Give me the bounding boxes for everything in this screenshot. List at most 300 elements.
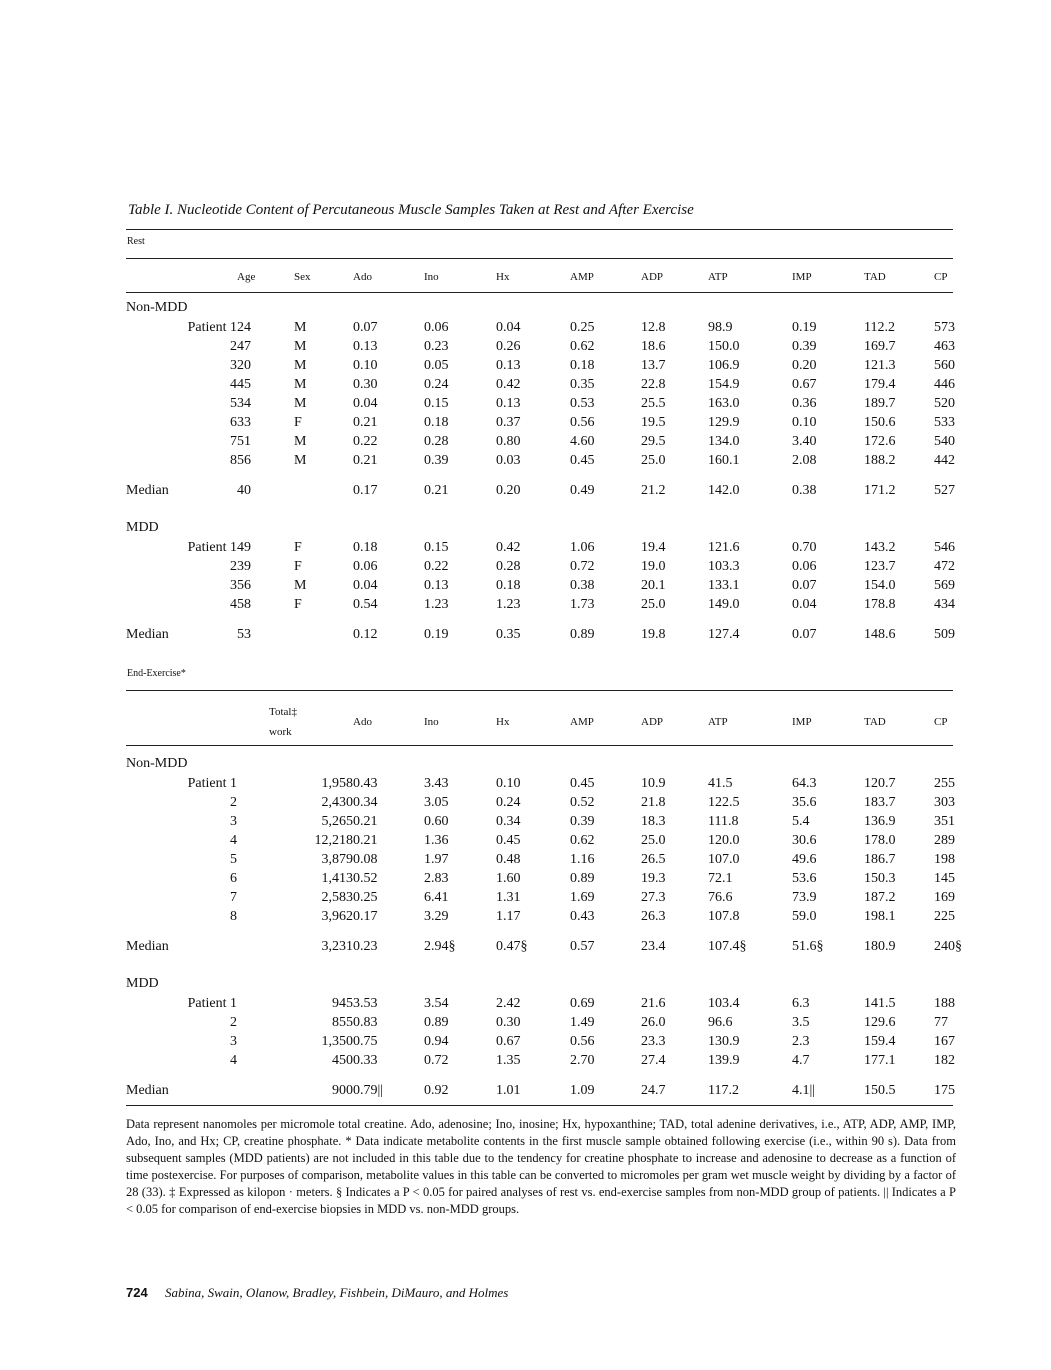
table-title: Table I. Nucleotide Content of Percutaneous Muscle Samples Taken at Rest and After Exercise	[128, 202, 694, 218]
table-cell: 472	[934, 558, 955, 574]
table-cell: 303	[934, 794, 955, 810]
table-cell: 1.69	[570, 889, 595, 905]
group-name: Non-MDD	[126, 299, 188, 315]
table-cell: 26.0	[641, 1014, 666, 1030]
table-cell: 0.05	[424, 357, 449, 373]
table-cell: 150.0	[708, 338, 740, 354]
table-cell: 0.03	[496, 452, 521, 468]
table-cell: 0.10	[496, 775, 521, 791]
median-row	[126, 935, 953, 959]
table-cell: 0.67	[496, 1033, 521, 1049]
table-cell: 47	[237, 338, 251, 354]
table-cell: 21.6	[641, 995, 666, 1011]
table-cell: 0.19	[424, 627, 449, 642]
table-cell: 1.01	[496, 1083, 521, 1098]
table-row	[126, 413, 953, 432]
table-cell: M	[294, 319, 307, 335]
total-work-line2: work	[269, 726, 292, 738]
table-cell: 177.1	[864, 1052, 896, 1068]
table-cell: 0.67	[792, 376, 817, 392]
table-cell: 34	[237, 395, 251, 411]
table-cell	[294, 479, 353, 503]
table-cell: 56	[237, 452, 251, 468]
rest-col-header: Hx	[496, 271, 510, 283]
table-cell: 0.13	[496, 357, 521, 373]
table-row	[126, 595, 953, 614]
table-cell: 20	[237, 357, 251, 373]
rest-col-header: Ado	[353, 271, 372, 283]
table-cell: 0.36	[792, 395, 817, 411]
table-cell: 142.0	[708, 483, 740, 498]
table-cell: 58	[237, 596, 251, 612]
table-cell: 540	[934, 433, 955, 449]
table-cell: 169.7	[864, 338, 896, 354]
table-cell: F	[294, 539, 302, 555]
exercise-col-header: Ado	[353, 716, 372, 728]
table-cell: 179.4	[864, 376, 896, 392]
table-cell: 0.26	[496, 338, 521, 354]
rest-col-header: CP	[934, 271, 948, 283]
table-row	[126, 907, 953, 926]
table-cell: 0.52	[570, 794, 595, 810]
table-cell: 509	[934, 627, 955, 642]
table-cell: 187.2	[864, 889, 896, 905]
table-cell: 0.15	[424, 539, 449, 555]
table-cell: 2.70	[570, 1052, 595, 1068]
table-cell: 573	[934, 319, 955, 335]
table-cell: 945	[332, 995, 353, 1011]
table-cell: 0.34	[496, 813, 521, 829]
table-cell: 77	[934, 1014, 948, 1030]
table-cell: 0.38	[570, 577, 595, 593]
table-cell: 107.4§	[708, 939, 747, 954]
table-cell: 0.15	[424, 395, 449, 411]
spacer-row	[126, 647, 953, 661]
row-label: 4	[230, 596, 237, 612]
table-row	[126, 869, 953, 888]
rest-col-header: ATP	[708, 271, 728, 283]
table-cell: 76.6	[708, 889, 733, 905]
row-label: 6	[230, 414, 237, 430]
exercise-col-header: Hx	[496, 716, 510, 728]
table-row	[126, 538, 953, 557]
table-row	[126, 994, 953, 1013]
row-label: Median	[126, 627, 169, 642]
table-cell: 0.04	[496, 319, 521, 335]
median-row	[126, 479, 953, 503]
table-cell: 172.6	[864, 433, 896, 449]
table-bottom-rule	[126, 1105, 953, 1106]
row-label: 4	[230, 832, 237, 848]
table-cell: 0.30	[496, 1014, 521, 1030]
rest-section-label: Rest	[127, 236, 145, 247]
table-cell: 1.73	[570, 596, 595, 612]
table-cell: 121.3	[864, 357, 896, 373]
table-cell: 0.07	[353, 319, 378, 335]
table-cell: 180.9	[864, 939, 896, 954]
table-cell: 1.49	[570, 1014, 595, 1030]
exercise-col-header: CP	[934, 716, 948, 728]
table-cell: 59.0	[792, 908, 817, 924]
table-cell: 351	[934, 813, 955, 829]
exercise-col-header: TAD	[864, 716, 886, 728]
table-cell: 0.37	[496, 414, 521, 430]
table-cell: 240§	[934, 939, 962, 954]
table-cell: F	[294, 596, 302, 612]
table-cell: 6.41	[424, 889, 449, 905]
exercise-table	[126, 700, 962, 1117]
table-cell: 3.40	[792, 433, 817, 449]
table-cell: 434	[934, 596, 955, 612]
table-cell: 0.06	[792, 558, 817, 574]
table-row	[126, 793, 953, 812]
table-cell: 51	[237, 433, 251, 449]
table-cell: 0.43	[570, 908, 595, 924]
table-row	[126, 557, 953, 576]
exercise-col-header: ADP	[641, 716, 664, 728]
table-cell: 141.5	[864, 995, 896, 1011]
table-cell: 0.24	[424, 376, 449, 392]
table-cell: 0.89	[570, 627, 595, 642]
table-cell: 40	[237, 483, 251, 498]
exercise-section-label: End-Exercise*	[127, 668, 186, 679]
median-row	[126, 1079, 953, 1103]
table-cell: 0.24	[496, 794, 521, 810]
table-cell: 53	[237, 627, 251, 642]
table-cell: 12.8	[641, 319, 666, 335]
table-cell: 10.9	[641, 775, 666, 791]
table-cell: 0.89	[570, 870, 595, 886]
spacer-row	[126, 959, 953, 973]
table-cell: M	[294, 395, 307, 411]
exercise-group-row	[126, 973, 953, 994]
table-cell: 35.6	[792, 794, 817, 810]
table-cell: 0.89	[424, 1014, 449, 1030]
table-cell: 0.20	[496, 483, 521, 498]
table-cell: 533	[934, 414, 955, 430]
table-cell: 0.43	[353, 775, 378, 791]
table-cell: 154.0	[864, 577, 896, 593]
table-cell: 0.39	[792, 338, 817, 354]
table-cell: 520	[934, 395, 955, 411]
table-cell: 0.72	[570, 558, 595, 574]
table-cell: 289	[934, 832, 955, 848]
table-cell: 0.10	[792, 414, 817, 430]
table-cell: 127.4	[708, 627, 740, 642]
rest-header-bottom-rule	[126, 292, 953, 293]
table-cell: M	[294, 338, 307, 354]
table-cell: 0.35	[570, 376, 595, 392]
table-cell: 2.42	[496, 995, 521, 1011]
table-cell: 159.4	[864, 1033, 896, 1049]
table-cell: 18.3	[641, 813, 666, 829]
row-label: 3	[230, 1033, 237, 1049]
table-cell: 19.8	[641, 627, 666, 642]
table-cell: 0.04	[792, 596, 817, 612]
table-cell: 129.9	[708, 414, 740, 430]
table-cell: 0.06	[424, 319, 449, 335]
table-cell: 25.0	[641, 832, 666, 848]
table-cell: 2.94§	[424, 939, 456, 954]
table-cell: 2,583	[321, 889, 353, 905]
rest-col-header: IMP	[792, 271, 812, 283]
row-label: Patient 1	[187, 995, 237, 1011]
table-cell: 0.34	[353, 794, 378, 810]
table-cell: 19.3	[641, 870, 666, 886]
row-label: 5	[230, 851, 237, 867]
row-label: 5	[230, 395, 237, 411]
table-cell: 3.43	[424, 775, 449, 791]
row-label: Patient 1	[187, 775, 237, 791]
group-name: MDD	[126, 519, 159, 535]
row-label: 3	[230, 813, 237, 829]
table-cell: 0.22	[424, 558, 449, 574]
table-cell: 0.69	[570, 995, 595, 1011]
table-cell: 188	[934, 995, 955, 1011]
table-row	[126, 394, 953, 413]
table-cell: 150.6	[864, 414, 896, 430]
table-cell: F	[294, 558, 302, 574]
table-row	[126, 1032, 953, 1051]
table-cell: 0.57	[570, 939, 595, 954]
table-cell	[294, 623, 353, 647]
table-cell: 106.9	[708, 357, 740, 373]
row-label: 6	[230, 870, 237, 886]
table-cell: 188.2	[864, 452, 896, 468]
table-cell: 225	[934, 908, 955, 924]
table-cell: 0.17	[353, 483, 378, 498]
table-cell: 1.31	[496, 889, 521, 905]
median-row	[126, 623, 953, 647]
table-cell: 13.7	[641, 357, 666, 373]
table-cell: 5.4	[792, 813, 810, 829]
table-cell: 24	[237, 319, 251, 335]
exercise-col-header-total-work	[237, 700, 353, 744]
table-cell: 0.47§	[496, 939, 528, 954]
table-cell: 0.23	[353, 939, 378, 954]
table-cell: 20.1	[641, 577, 666, 593]
table-cell: 0.18	[570, 357, 595, 373]
table-cell: 1.97	[424, 851, 449, 867]
table-cell: 182	[934, 1052, 955, 1068]
table-cell: 26.3	[641, 908, 666, 924]
page-number: 724	[126, 1285, 148, 1300]
row-label: 3	[230, 577, 237, 593]
table-cell: 130.9	[708, 1033, 740, 1049]
row-label: 8	[230, 452, 237, 468]
table-cell: 1.09	[570, 1083, 595, 1098]
rest-header-row	[126, 266, 953, 288]
table-cell: 49.6	[792, 851, 817, 867]
table-cell: 0.22	[353, 433, 378, 449]
table-cell: 3.5	[792, 1014, 810, 1030]
table-cell: 0.13	[424, 577, 449, 593]
table-cell: 0.25	[570, 319, 595, 335]
table-cell: 150.3	[864, 870, 896, 886]
table-cell: 3.29	[424, 908, 449, 924]
table-cell: 21.2	[641, 483, 666, 498]
table-cell: 450	[332, 1052, 353, 1068]
row-label: 7	[230, 433, 237, 449]
table-cell: 18.6	[641, 338, 666, 354]
table-cell: 49	[237, 539, 251, 555]
row-label: 2	[230, 1014, 237, 1030]
table-cell: 160.1	[708, 452, 740, 468]
table-cell: 546	[934, 539, 955, 555]
table-cell: 2.83	[424, 870, 449, 886]
row-label: Median	[126, 939, 169, 954]
table-cell: 64.3	[792, 775, 817, 791]
table-cell: 0.54	[353, 596, 378, 612]
table-cell: 19.5	[641, 414, 666, 430]
table-cell: 900	[332, 1083, 353, 1098]
table-cell: 107.0	[708, 851, 740, 867]
table-cell: 56	[237, 577, 251, 593]
group-name: Non-MDD	[126, 755, 188, 771]
table-cell: 255	[934, 775, 955, 791]
table-cell: 0.08	[353, 851, 378, 867]
table-cell: 134.0	[708, 433, 740, 449]
table-cell: 148.6	[864, 627, 896, 642]
table-row	[126, 1051, 953, 1070]
row-label: 7	[230, 889, 237, 905]
table-cell: 3.53	[353, 995, 378, 1011]
table-cell: 96.6	[708, 1014, 733, 1030]
spacer-row	[126, 926, 953, 935]
table-cell: 30.6	[792, 832, 817, 848]
table-row	[126, 850, 953, 869]
table-cell: 446	[934, 376, 955, 392]
table-cell: 0.39	[570, 813, 595, 829]
table-cell: 39	[237, 558, 251, 574]
table-cell: 107.8	[708, 908, 740, 924]
table-cell: 4.1||	[792, 1083, 816, 1098]
table-cell: 0.13	[496, 395, 521, 411]
table-cell: M	[294, 376, 307, 392]
table-cell: 29.5	[641, 433, 666, 449]
table-cell: 150.5	[864, 1083, 896, 1098]
spacer-row	[126, 1070, 953, 1079]
table-cell: 103.3	[708, 558, 740, 574]
table-cell: 5,265	[321, 813, 353, 829]
table-cell: 0.18	[424, 414, 449, 430]
table-cell: 167	[934, 1033, 955, 1049]
table-cell: 41.5	[708, 775, 733, 791]
table-cell: 0.19	[792, 319, 817, 335]
table-cell: 0.52	[353, 870, 378, 886]
table-row	[126, 1013, 953, 1032]
table-row	[126, 375, 953, 394]
table-row	[126, 812, 953, 831]
table-cell: 0.30	[353, 376, 378, 392]
table-cell: 178.0	[864, 832, 896, 848]
table-cell: 145	[934, 870, 955, 886]
table-cell: 855	[332, 1014, 353, 1030]
table-cell: 12,218	[314, 832, 353, 848]
table-cell: 0.79||	[353, 1083, 384, 1098]
table-cell: 33	[237, 414, 251, 430]
exercise-header-row	[126, 700, 953, 744]
table-cell: 3.05	[424, 794, 449, 810]
table-cell: 0.83	[353, 1014, 378, 1030]
table-cell: 51.6§	[792, 939, 824, 954]
table-cell: 0.38	[792, 483, 817, 498]
group-name: MDD	[126, 975, 159, 991]
table-cell: 0.13	[353, 338, 378, 354]
table-cell: 0.45	[496, 832, 521, 848]
rest-col-header: Ino	[424, 271, 439, 283]
table-cell: M	[294, 433, 307, 449]
table-cell: 171.2	[864, 483, 896, 498]
table-cell: 0.06	[353, 558, 378, 574]
table-cell: 117.2	[708, 1083, 739, 1098]
table-cell: 19.0	[641, 558, 666, 574]
rest-col-header: Age	[237, 271, 256, 283]
table-cell: 4.7	[792, 1052, 810, 1068]
rest-group-row	[126, 517, 953, 538]
table-cell: 3,879	[321, 851, 353, 867]
table-cell: 72.1	[708, 870, 733, 886]
spacer-row	[126, 503, 953, 517]
table-cell: 1.60	[496, 870, 521, 886]
table-cell: 0.21	[353, 452, 378, 468]
row-label: Median	[126, 1083, 169, 1098]
table-cell: 19.4	[641, 539, 666, 555]
table-cell: 0.33	[353, 1052, 378, 1068]
table-cell: 120.7	[864, 775, 896, 791]
table-cell: 27.4	[641, 1052, 666, 1068]
exercise-col-header: Ino	[424, 716, 439, 728]
table-cell: F	[294, 414, 302, 430]
table-cell: 0.20	[792, 357, 817, 373]
table-cell: 0.45	[570, 452, 595, 468]
table-cell: 0.53	[570, 395, 595, 411]
table-cell: 4.60	[570, 433, 595, 449]
table-cell: 6.3	[792, 995, 810, 1011]
table-cell: 0.56	[570, 1033, 595, 1049]
table-cell: 0.21	[424, 483, 449, 498]
table-cell: 0.60	[424, 813, 449, 829]
table-cell: 0.07	[792, 627, 817, 642]
title-rule	[126, 229, 953, 230]
row-label: Median	[126, 483, 169, 498]
exercise-col-header: IMP	[792, 716, 812, 728]
table-cell: 25.0	[641, 596, 666, 612]
table-cell: 0.07	[792, 577, 817, 593]
table-cell: 175	[934, 1083, 955, 1098]
table-row	[126, 318, 953, 337]
exercise-header-top-rule	[126, 690, 953, 691]
table-cell: 23.3	[641, 1033, 666, 1049]
table-cell: 0.42	[496, 376, 521, 392]
table-cell: 0.28	[496, 558, 521, 574]
table-cell: 3.54	[424, 995, 449, 1011]
table-cell: 123.7	[864, 558, 896, 574]
table-cell: 0.17	[353, 908, 378, 924]
table-cell: 183.7	[864, 794, 896, 810]
table-cell: 0.42	[496, 539, 521, 555]
table-cell: 0.28	[424, 433, 449, 449]
table-cell: 0.35	[496, 627, 521, 642]
row-label: 2	[230, 338, 237, 354]
table-cell: 0.21	[353, 414, 378, 430]
table-row	[126, 337, 953, 356]
table-cell: 73.9	[792, 889, 817, 905]
row-label: 3	[230, 357, 237, 373]
rest-table	[126, 266, 953, 661]
table-cell: 0.92	[424, 1083, 449, 1098]
table-cell: 442	[934, 452, 955, 468]
